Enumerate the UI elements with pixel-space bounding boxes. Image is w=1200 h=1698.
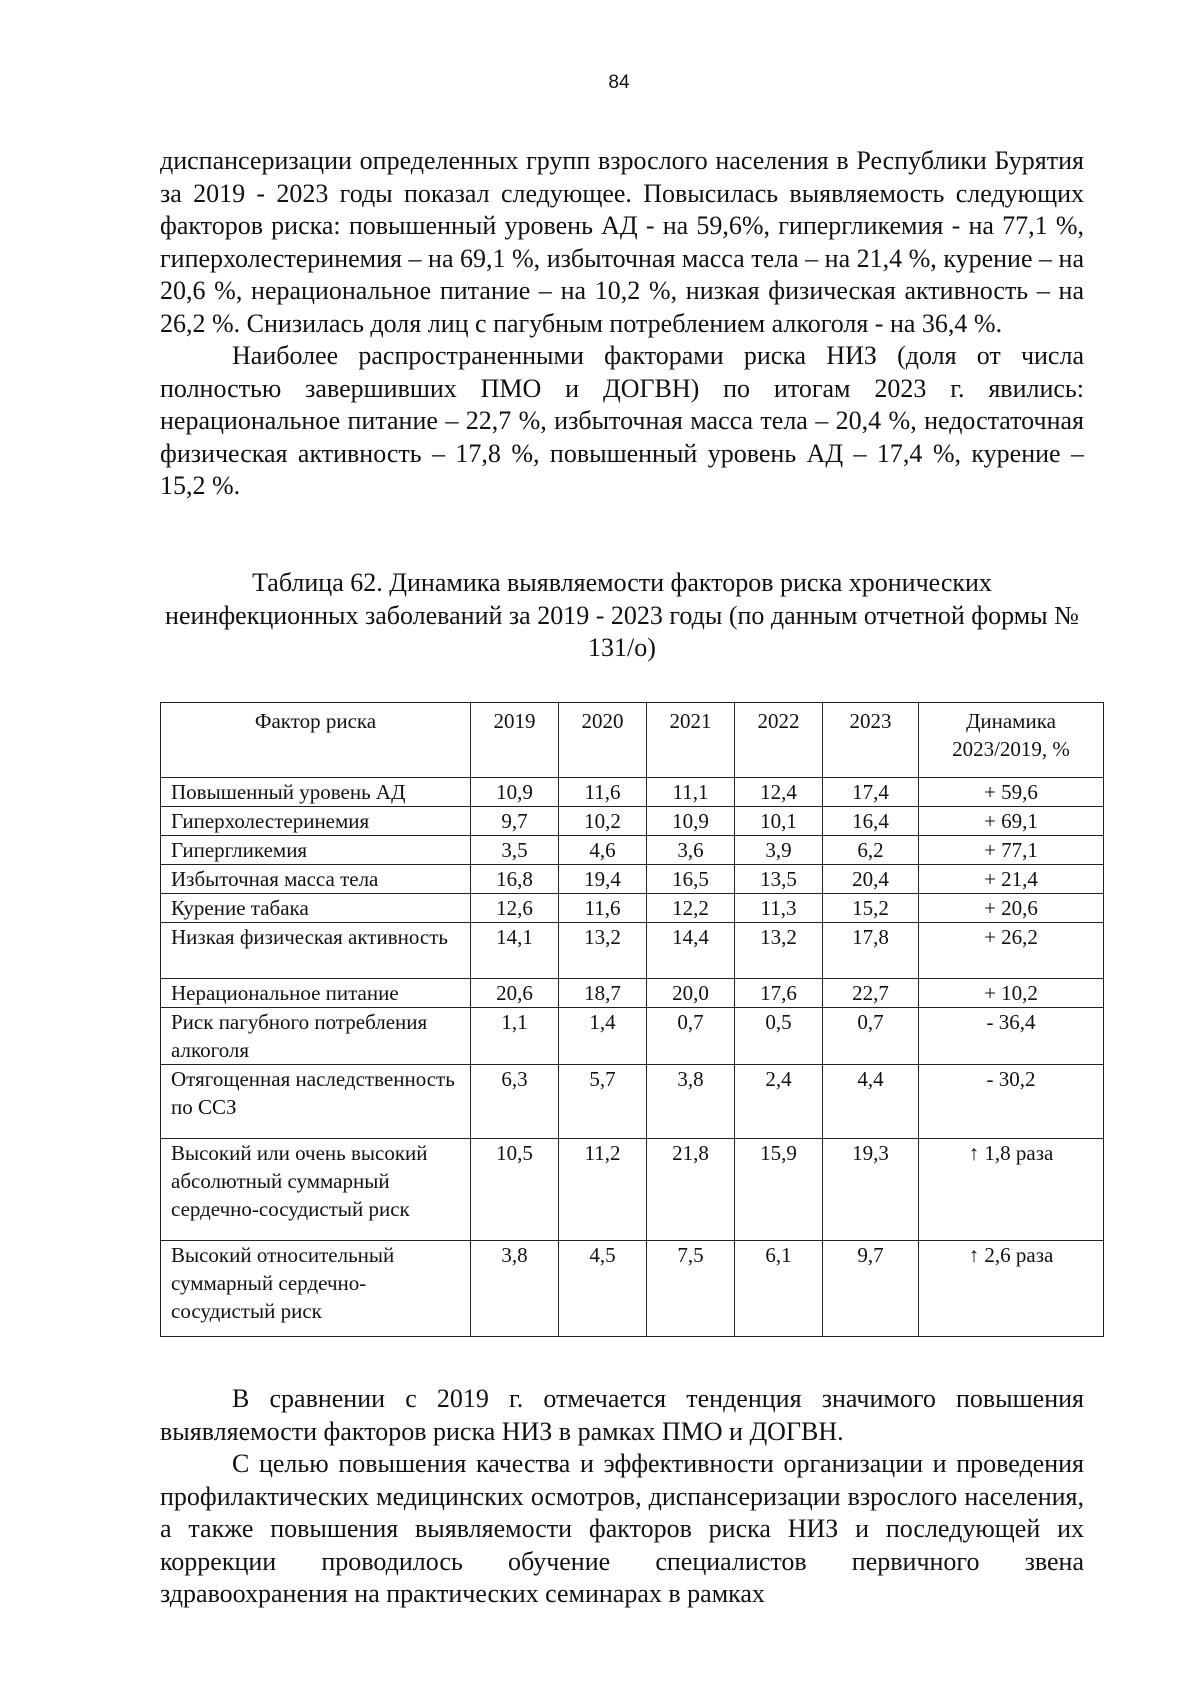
value-cell: 1,1 [471,1008,559,1065]
value-cell: 19,4 [559,865,647,894]
value-cell: 17,8 [823,923,919,979]
factor-cell: Высокий относительный суммарный сердечно-сосудистый риск [161,1241,471,1337]
table-row [161,836,1104,865]
value-cell: 11,2 [559,1139,647,1241]
factor-cell: Избыточная масса тела [161,865,471,894]
header-2019: 2019 [471,703,559,778]
value-cell: 9,7 [471,807,559,836]
table-row [161,865,1104,894]
value-cell: 19,3 [823,1139,919,1241]
value-cell: 3,8 [647,1065,735,1139]
value-cell: 21,8 [647,1139,735,1241]
page-number: 84 [608,72,630,93]
factor-cell: Повышенный уровень АД [161,778,471,807]
value-cell: 13,2 [559,923,647,979]
header-2020: 2020 [559,703,647,778]
dynamics-cell: + 69,1 [919,807,1104,836]
value-cell: 0,7 [823,1008,919,1065]
value-cell: 2,4 [735,1065,823,1139]
value-cell: 0,5 [735,1008,823,1065]
factor-cell: Низкая физическая активность [161,923,471,979]
value-cell: 6,1 [735,1241,823,1337]
value-cell: 16,8 [471,865,559,894]
value-cell: 10,9 [471,778,559,807]
value-cell: 0,7 [647,1008,735,1065]
value-cell: 11,1 [647,778,735,807]
header-2023: 2023 [823,703,919,778]
value-cell: 16,5 [647,865,735,894]
factor-cell: Нерациональное питание [161,979,471,1008]
value-cell: 7,5 [647,1241,735,1337]
value-cell: 20,0 [647,979,735,1008]
value-cell: 14,1 [471,923,559,979]
value-cell: 12,4 [735,778,823,807]
table-row [161,923,1104,979]
table-row [161,1241,1104,1337]
value-cell: 12,2 [647,894,735,923]
value-cell: 9,7 [823,1241,919,1337]
value-cell: 3,9 [735,836,823,865]
table-row [161,894,1104,923]
value-cell: 22,7 [823,979,919,1008]
value-cell: 5,7 [559,1065,647,1139]
dynamics-cell: ↑ 2,6 раза [919,1241,1104,1337]
dynamics-cell: ↑ 1,8 раза [919,1139,1104,1241]
table-row [161,1065,1104,1139]
dynamics-cell: - 30,2 [919,1065,1104,1139]
factor-cell: Отягощенная наследственность по ССЗ [161,1065,471,1139]
table-row [161,979,1104,1008]
risk-factors-table [160,702,1104,1337]
value-cell: 15,9 [735,1139,823,1241]
paragraph-training: С целью повышения качества и эффективности организации и проведения профилактических медицинских осмотров, диспансеризации взрослого населения, а также повышения выявляемости факторов риска НИЗ и последующей их коррекции проводилось обучение специалистов первичного звена здравоохранения на практических семинарах в рамках [160,1449,1084,1608]
value-cell: 20,6 [471,979,559,1008]
dynamics-cell: - 36,4 [919,1008,1104,1065]
value-cell: 13,2 [735,923,823,979]
value-cell: 10,9 [647,807,735,836]
value-cell: 17,6 [735,979,823,1008]
factor-cell: Гиперхолестеринемия [161,807,471,836]
value-cell: 1,4 [559,1008,647,1065]
table-caption: Таблица 62. Динамика выявляемости факторов риска хронических неинфекционных заболеваний за 2019 - 2023 годы (по данным отчетной формы № 131/о) [165,568,1079,662]
value-cell: 3,6 [647,836,735,865]
value-cell: 20,4 [823,865,919,894]
text-block-top [160,145,1084,503]
value-cell: 6,2 [823,836,919,865]
paragraph-comparison: В сравнении с 2019 г. отмечается тенденция значимого повышения выявляемости факторов риска НИЗ в рамках ПМО и ДОГВН. [160,1384,1084,1446]
factor-cell: Курение табака [161,894,471,923]
header-factor: Фактор риска [161,703,471,778]
dynamics-cell: + 20,6 [919,894,1104,923]
header-2022: 2022 [735,703,823,778]
table-row [161,807,1104,836]
header-2021: 2021 [647,703,735,778]
dynamics-cell: + 59,6 [919,778,1104,807]
value-cell: 11,3 [735,894,823,923]
dynamics-cell: + 26,2 [919,923,1104,979]
table-row [161,778,1104,807]
text-block-bottom [160,1383,1084,1611]
value-cell: 18,7 [559,979,647,1008]
dynamics-cell: + 10,2 [919,979,1104,1008]
value-cell: 4,5 [559,1241,647,1337]
paragraph-common-factors: Наиболее распространенными факторами риска НИЗ (доля от числа полностью завершивших ПМО и ДОГВН) по итогам 2023 г. явились: нерациональное питание – 22,7 %, избыточная масса тела – 20,4 %, недостаточная физическая активность – 17,8 %, повышенный уровень АД – 17,4 %, курение – 15,2 %. [160,341,1084,500]
value-cell: 11,6 [559,778,647,807]
table-row [161,1139,1104,1241]
value-cell: 16,4 [823,807,919,836]
value-cell: 4,6 [559,836,647,865]
header-dynamics: Динамика 2023/2019, % [919,703,1104,778]
value-cell: 11,6 [559,894,647,923]
factor-cell: Риск пагубного потребления алкоголя [161,1008,471,1065]
dynamics-cell: + 21,4 [919,865,1104,894]
value-cell: 10,1 [735,807,823,836]
value-cell: 6,3 [471,1065,559,1139]
factor-cell: Высокий или очень высокий абсолютный суммарный сердечно-сосудистый риск [161,1139,471,1241]
value-cell: 14,4 [647,923,735,979]
table-row [161,1008,1104,1065]
value-cell: 4,4 [823,1065,919,1139]
value-cell: 10,2 [559,807,647,836]
value-cell: 15,2 [823,894,919,923]
value-cell: 17,4 [823,778,919,807]
dynamics-cell: + 77,1 [919,836,1104,865]
paragraph-continuation: диспансеризации определенных групп взрослого населения в Республики Бурятия за 2019 - 2023 годы показал следующее. Повысилась выявляемость следующих факторов риска: повышенный уровень АД - на 59,6%, гипергликемия - на 77,1 %, гиперхолестеринемия – на 69,1 %, избыточная масса тела – на 21,4 %, курение – на 20,6 %, нерациональное питание – на 10,2 %, низкая физическая активность – на 26,2 %. Снизилась доля лиц с пагубным потреблением алкоголя - на 36,4 %. [160,146,1084,338]
value-cell: 12,6 [471,894,559,923]
value-cell: 13,5 [735,865,823,894]
value-cell: 10,5 [471,1139,559,1241]
value-cell: 3,5 [471,836,559,865]
factor-cell: Гипергликемия [161,836,471,865]
value-cell: 3,8 [471,1241,559,1337]
table-header-row [161,703,1104,778]
